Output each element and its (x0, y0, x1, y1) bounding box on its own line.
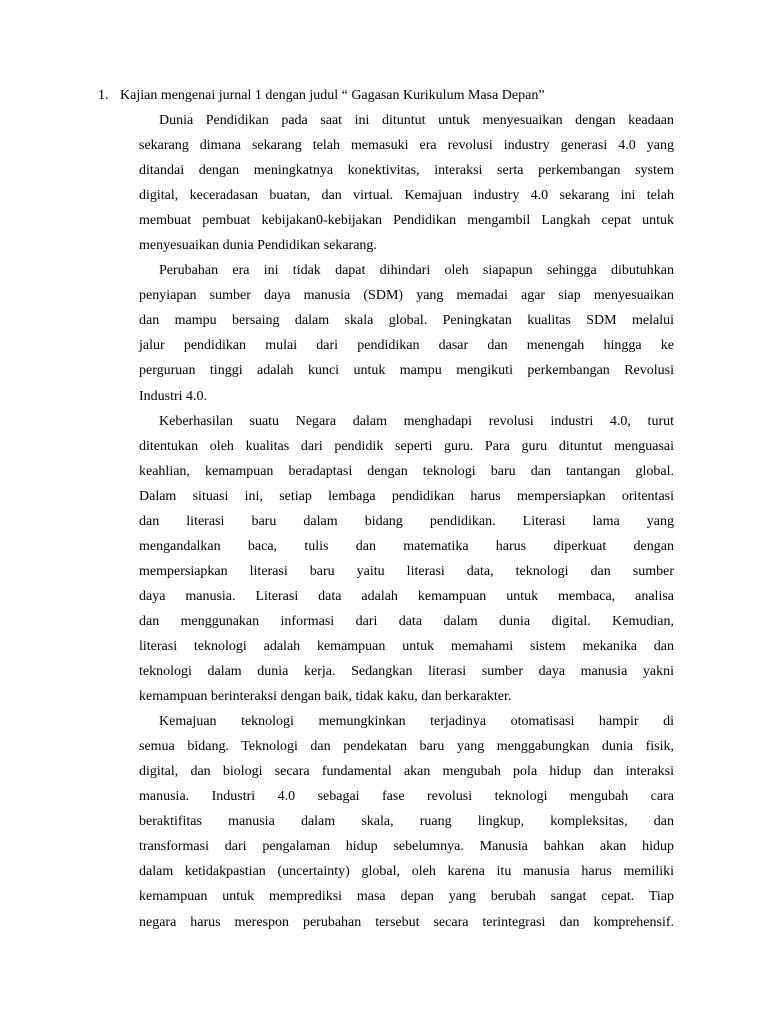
text-line: dan literasi baru dalam bidang pendidikan. Literasi lama yang (139, 513, 674, 529)
text-line: transformasi dari pengalaman hidup sebelumnya. Manusia bahkan akan hidup (139, 839, 674, 855)
text-line: digital, keceradasan buatan, dan virtual. Kemajuan industry 4.0 sekarang ini telah (139, 188, 674, 204)
text-line: semua bidang. Teknologi dan pendekatan baru yang menggabungkan dunia fisik, (139, 739, 674, 755)
text-line: beraktifitas manusia dalam skala, ruang lingkup, kompleksitas, dan (139, 814, 674, 830)
text-line: Industri 4.0. (139, 388, 208, 404)
text-line: sekarang dimana sekarang telah memasuki era revolusi industry generasi 4.0 yang (139, 138, 674, 154)
text-line: literasi teknologi adalah kemampuan untuk memahami sistem mekanika dan (139, 638, 674, 654)
heading-text: Kajian mengenai jurnal 1 dengan judul “ Gagasan Kurikulum Masa Depan” (120, 88, 545, 103)
text-line: mempersiapkan literasi baru yaitu literasi data, teknologi dan sumber (139, 563, 674, 579)
text-line: kemampuan untuk memprediksi masa depan yang berubah sangat cepat. Tiap (139, 889, 674, 905)
text-line: keahlian, kemampuan beradaptasi dengan teknologi baru dan tantangan global. (139, 463, 674, 479)
body-text (139, 108, 674, 935)
text-line: Dunia Pendidikan pada saat ini dituntut untuk menyesuaikan dengan keadaan (159, 113, 674, 128)
text-line: membuat pembuat kebijakan0-kebijakan Pendidikan mengambil Langkah cepat untuk (139, 213, 674, 229)
text-line: Dalam situasi ini, setiap lembaga pendidikan harus mempersiapkan oritentasi (139, 488, 674, 504)
text-line: jalur pendidikan mulai dari pendidikan dasar dan menengah hingga ke (139, 338, 674, 354)
text-line: digital, dan biologi secara fundamental akan mengubah pola hidup dan interaksi (139, 764, 674, 780)
text-line: Kemajuan teknologi memungkinkan terjadinya otomatisasi hampir di (159, 714, 674, 730)
text-line: dalam ketidakpastian (uncertainty) global, oleh karena itu manusia harus memiliki (139, 864, 674, 880)
text-line: teknologi dalam dunia kerja. Sedangkan literasi sumber daya manusia yakni (139, 664, 674, 680)
text-line: kemampuan berinteraksi dengan baik, tidak kaku, dan berkarakter. (139, 689, 512, 705)
text-line: manusia. Industri 4.0 sebagai fase revolusi teknologi mengubah cara (139, 789, 674, 805)
text-line: Perubahan era ini tidak dapat dihindari oleh siapapun sehingga dibutuhkan (159, 263, 674, 279)
text-line: ditandai dengan meningkatnya konektivitas, interaksi serta perkembangan system (139, 163, 674, 179)
section-heading (98, 85, 698, 107)
text-line: menyesuaikan dunia Pendidikan sekarang. (139, 238, 377, 254)
text-line: dan menggunakan informasi dari data dalam dunia digital. Kemudian, (139, 613, 674, 629)
text-line: Keberhasilan suatu Negara dalam menghadapi revolusi industri 4.0, turut (159, 413, 674, 429)
text-line: ditentukan oleh kualitas dari pendidik seperti guru. Para guru dituntut menguasai (139, 438, 674, 454)
text-line: penyiapan sumber daya manusia (SDM) yang memadai agar siap menyesuaikan (139, 288, 674, 304)
text-line: perguruan tinggi adalah kunci untuk mampu mengikuti perkembangan Revolusi (139, 363, 674, 379)
list-number: 1. (98, 88, 109, 103)
text-line: mengandalkan baca, tulis dan matematika harus diperkuat dengan (139, 538, 674, 554)
text-line: daya manusia. Literasi data adalah kemampuan untuk membaca, analisa (139, 588, 674, 604)
text-line: negara harus merespon perubahan tersebut secara terintegrasi dan komprehensif. (139, 914, 674, 930)
text-line: dan mampu bersaing dalam skala global. Peningkatan kualitas SDM melalui (139, 313, 674, 329)
